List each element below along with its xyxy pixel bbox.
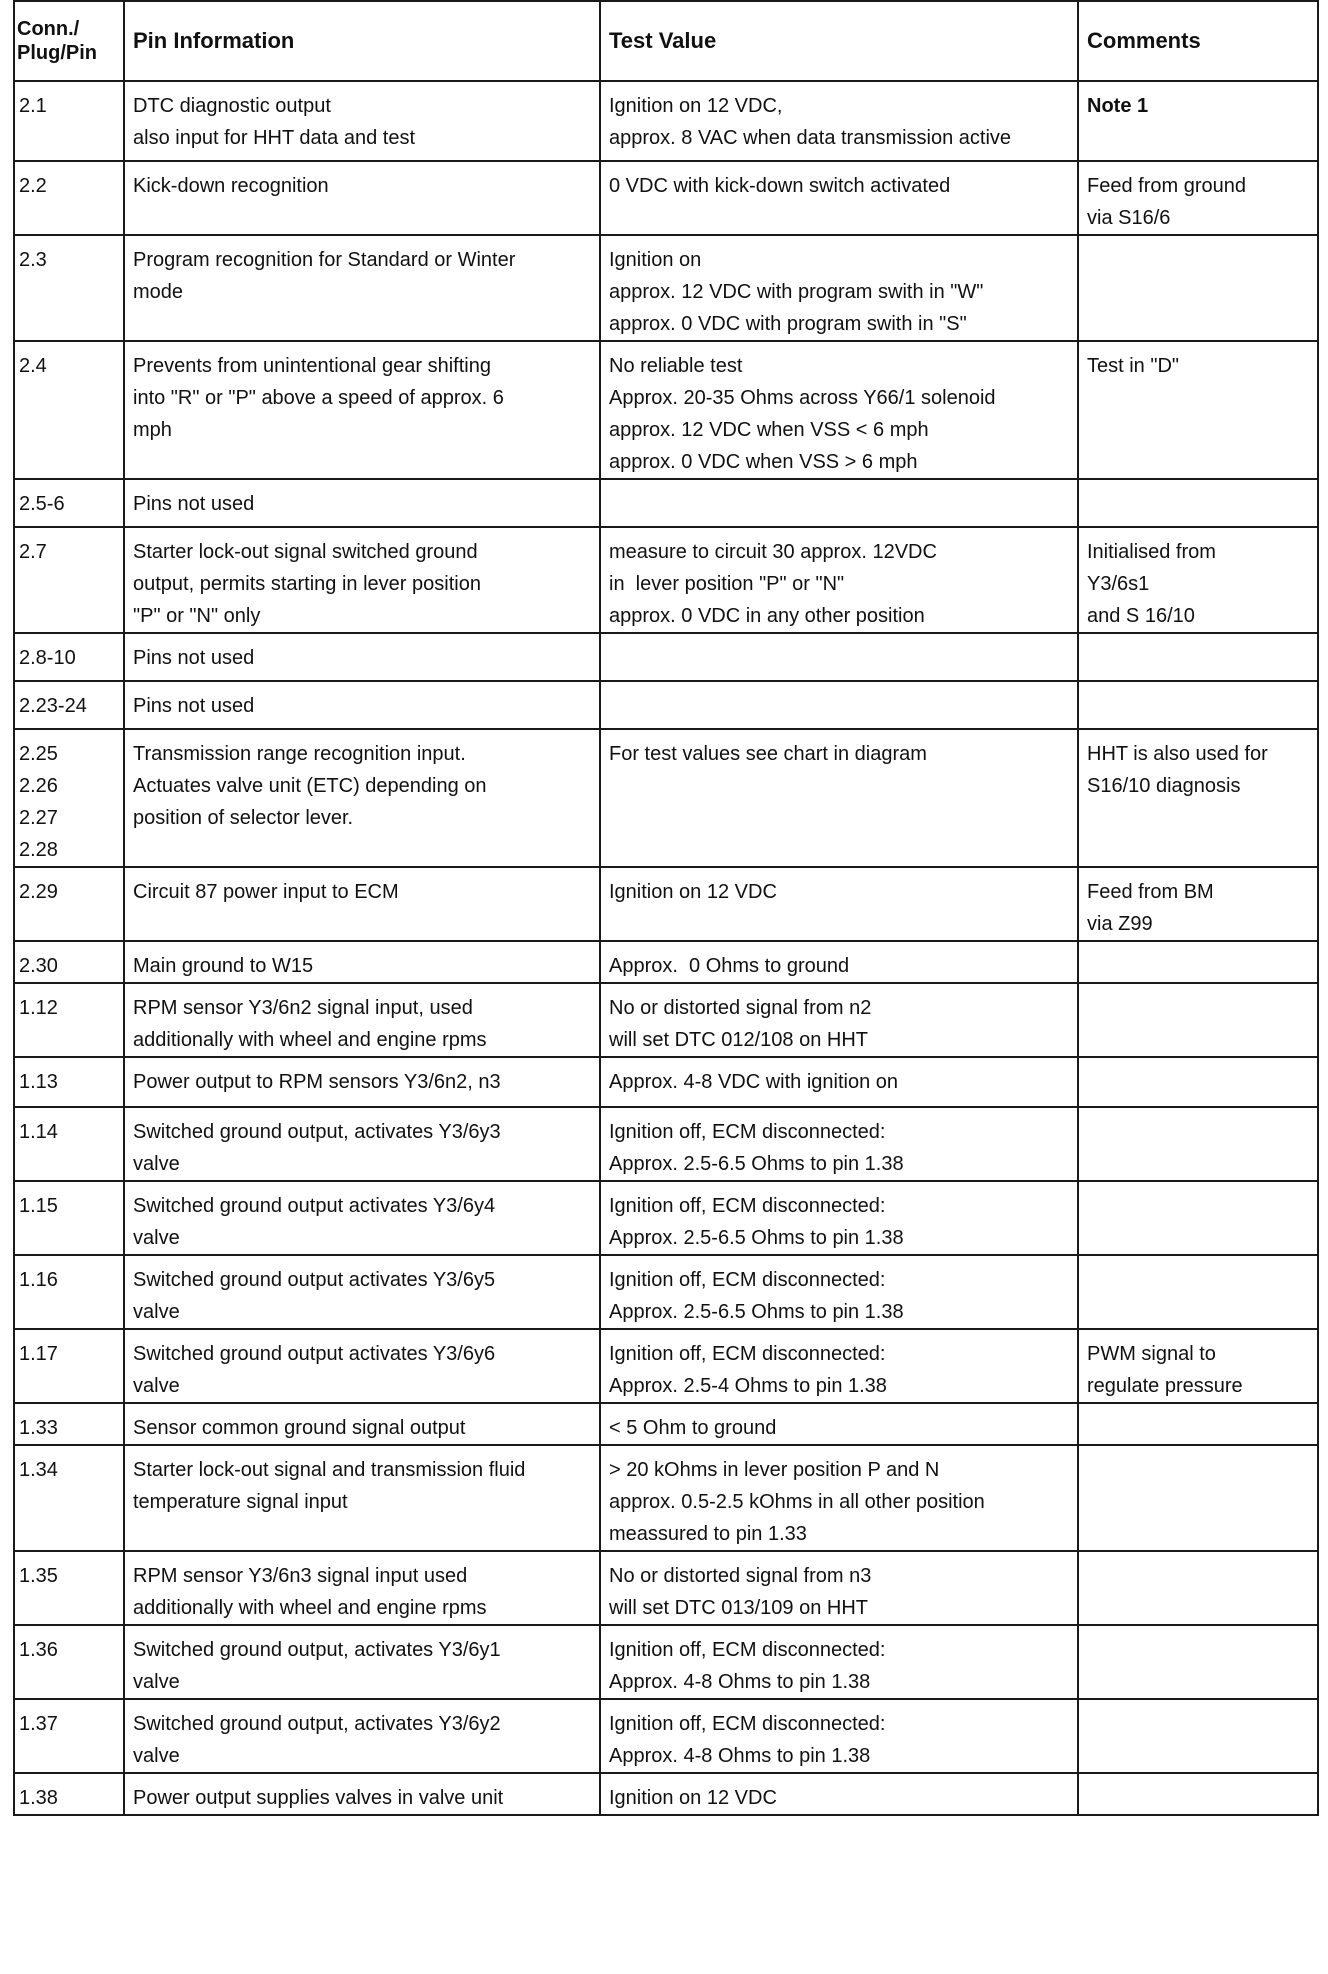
- test-value-cell: [600, 81, 1078, 161]
- pin-information-cell-line: temperature signal input: [133, 1491, 348, 1513]
- test-value-cell-line: approx. 0 VDC in any other position: [609, 605, 925, 627]
- pin-information-cell: [124, 1445, 600, 1551]
- pin-cell: [14, 1551, 124, 1625]
- comments-cell-line: Initialised from: [1087, 541, 1216, 563]
- comments-cell-line: regulate pressure: [1087, 1375, 1243, 1397]
- pin-cell: [14, 161, 124, 235]
- pin-cell-line: 1.12: [19, 997, 58, 1019]
- comments-cell: [1078, 1255, 1318, 1329]
- test-value-cell-line: in lever position "P" or "N": [609, 573, 845, 595]
- test-value-cell-line: Ignition on 12 VDC,: [609, 95, 783, 117]
- pin-cell: [14, 479, 124, 527]
- pin-cell-line: 1.14: [19, 1121, 58, 1143]
- pin-information-cell: [124, 867, 600, 941]
- table-row: [14, 1445, 1318, 1551]
- pin-information-cell-line: "P" or "N" only: [133, 605, 261, 627]
- pin-cell-line: 2.5-6: [19, 493, 65, 515]
- pin-information-cell: [124, 341, 600, 479]
- test-value-cell-line: Ignition off, ECM disconnected:: [609, 1343, 886, 1365]
- pin-cell-line: 1.37: [19, 1713, 58, 1735]
- test-value-cell: [600, 1551, 1078, 1625]
- pin-information-cell-line: Circuit 87 power input to ECM: [133, 881, 399, 903]
- pin-cell: [14, 983, 124, 1057]
- table-row: [14, 681, 1318, 729]
- comments-cell: [1078, 1057, 1318, 1107]
- test-value-cell-line: < 5 Ohm to ground: [609, 1417, 777, 1439]
- header-conn-line-1: Conn./: [17, 18, 80, 40]
- test-value-cell-line: Ignition on 12 VDC: [609, 1787, 777, 1809]
- pin-information-cell-line: Power output to RPM sensors Y3/6n2, n3: [133, 1071, 501, 1093]
- test-value-cell-line: Ignition off, ECM disconnected:: [609, 1713, 886, 1735]
- pin-cell-line: 2.23-24: [19, 695, 87, 717]
- test-value-cell-line: 0 VDC with kick-down switch activated: [609, 175, 951, 197]
- pin-information-cell-line: RPM sensor Y3/6n3 signal input used: [133, 1565, 468, 1587]
- pin-information-cell-line: Switched ground output, activates Y3/6y2: [133, 1713, 501, 1735]
- pin-cell: [14, 1329, 124, 1403]
- test-value-cell-line: approx. 0 VDC when VSS > 6 mph: [609, 451, 918, 473]
- test-value-cell-line: Approx. 2.5-4 Ohms to pin 1.38: [609, 1375, 887, 1397]
- table-row: [14, 983, 1318, 1057]
- table-row: [14, 729, 1318, 867]
- header-comments: Comments: [1078, 1, 1318, 81]
- pin-information-cell: [124, 1057, 600, 1107]
- header-conn-line-2: Plug/Pin: [17, 42, 97, 64]
- pin-cell-line: 2.2: [19, 175, 47, 197]
- test-value-cell-line: > 20 kOhms in lever position P and N: [609, 1459, 940, 1481]
- pin-information-cell-line: DTC diagnostic output: [133, 95, 331, 117]
- pin-information-cell-line: Main ground to W15: [133, 955, 314, 977]
- pin-cell-line: 1.15: [19, 1195, 58, 1217]
- comments-cell-line: and S 16/10: [1087, 605, 1195, 627]
- pin-information-cell-line: valve: [133, 1745, 180, 1767]
- comments-cell: [1078, 867, 1318, 941]
- test-value-cell-line: Ignition on: [609, 249, 702, 271]
- pin-information-cell: [124, 1181, 600, 1255]
- pin-cell-line: 2.30: [19, 955, 58, 977]
- comments-cell-line: via S16/6: [1087, 207, 1171, 229]
- test-value-cell-line: Ignition off, ECM disconnected:: [609, 1269, 886, 1291]
- comments-cell: [1078, 479, 1318, 527]
- pin-information-cell-line: mph: [133, 419, 172, 441]
- pin-cell-line: 2.4: [19, 355, 47, 377]
- test-value-cell-line: will set DTC 013/109 on HHT: [609, 1597, 868, 1619]
- test-value-cell: [600, 1181, 1078, 1255]
- pin-cell-line: 2.7: [19, 541, 47, 563]
- pin-information-cell-line: additionally with wheel and engine rpms: [133, 1597, 487, 1619]
- test-value-cell: [600, 1445, 1078, 1551]
- test-value-cell: [600, 729, 1078, 867]
- comments-cell: [1078, 235, 1318, 341]
- pin-information-cell-line: valve: [133, 1671, 180, 1693]
- comments-cell: [1078, 1625, 1318, 1699]
- comments-cell-line: Note 1: [1087, 95, 1149, 117]
- test-value-cell: [600, 1329, 1078, 1403]
- comments-cell-line: via Z99: [1087, 913, 1153, 935]
- comments-cell: [1078, 341, 1318, 479]
- table-row: [14, 1107, 1318, 1181]
- test-value-cell-line: approx. 0.5-2.5 kOhms in all other position: [609, 1491, 985, 1513]
- table-row: [14, 527, 1318, 633]
- pin-information-cell: [124, 479, 600, 527]
- pin-information-cell-line: position of selector lever.: [133, 807, 354, 829]
- pin-cell: [14, 1773, 124, 1815]
- table-row: [14, 1773, 1318, 1815]
- pin-cell-line: 2.1: [19, 95, 47, 117]
- table-header-row: [14, 1, 1318, 81]
- test-value-cell: [600, 1107, 1078, 1181]
- pin-information-cell: [124, 81, 600, 161]
- pin-information-cell: [124, 1329, 600, 1403]
- pin-cell-line: 1.13: [19, 1071, 58, 1093]
- pin-cell: [14, 81, 124, 161]
- pin-cell: [14, 341, 124, 479]
- test-value-cell-line: approx. 12 VDC when VSS < 6 mph: [609, 419, 929, 441]
- pin-cell: [14, 1625, 124, 1699]
- pin-cell-line: 2.25: [19, 743, 58, 765]
- pin-information-cell-line: into "R" or "P" above a speed of approx. 6: [133, 387, 504, 409]
- pin-information-cell: [124, 1699, 600, 1773]
- pin-information-cell-line: Sensor common ground signal output: [133, 1417, 466, 1439]
- comments-cell-line: Feed from BM: [1087, 881, 1214, 903]
- comments-cell-line: HHT is also used for: [1087, 743, 1268, 765]
- test-value-cell-line: Approx. 20-35 Ohms across Y66/1 solenoid: [609, 387, 996, 409]
- comments-cell: [1078, 1773, 1318, 1815]
- pin-cell: [14, 681, 124, 729]
- pin-cell: [14, 1403, 124, 1445]
- table-row: [14, 1403, 1318, 1445]
- pin-information-cell-line: mode: [133, 281, 184, 303]
- pin-cell-line: 1.38: [19, 1787, 58, 1809]
- pin-information-cell-line: Prevents from unintentional gear shifting: [133, 355, 491, 377]
- test-value-cell: [600, 1625, 1078, 1699]
- comments-cell-line: PWM signal to: [1087, 1343, 1216, 1365]
- pin-cell: [14, 633, 124, 681]
- pin-information-cell: [124, 1773, 600, 1815]
- table-row: [14, 867, 1318, 941]
- pin-information-cell: [124, 161, 600, 235]
- pin-cell-line: 2.29: [19, 881, 58, 903]
- comments-cell: [1078, 161, 1318, 235]
- test-value-cell: [600, 1255, 1078, 1329]
- test-value-cell-line: Approx. 4-8 Ohms to pin 1.38: [609, 1745, 871, 1767]
- pin-cell: [14, 527, 124, 633]
- comments-cell: [1078, 1699, 1318, 1773]
- pin-cell-line: 2.3: [19, 249, 47, 271]
- test-value-cell: [600, 1403, 1078, 1445]
- pin-information-cell-line: valve: [133, 1301, 180, 1323]
- table-row: [14, 341, 1318, 479]
- test-value-cell-line: No reliable test: [609, 355, 743, 377]
- table-row: [14, 479, 1318, 527]
- test-value-cell-line: will set DTC 012/108 on HHT: [609, 1029, 868, 1051]
- test-value-cell: [600, 681, 1078, 729]
- pin-information-cell-line: valve: [133, 1375, 180, 1397]
- test-value-cell-line: Approx. 2.5-6.5 Ohms to pin 1.38: [609, 1227, 904, 1249]
- table-row: [14, 161, 1318, 235]
- comments-cell-line: Test in "D": [1087, 355, 1180, 377]
- test-value-cell: [600, 867, 1078, 941]
- table-row: [14, 1625, 1318, 1699]
- test-value-cell-line: Ignition off, ECM disconnected:: [609, 1195, 886, 1217]
- test-value-cell-line: approx. 0 VDC with program swith in "S": [609, 313, 967, 335]
- comments-cell: [1078, 527, 1318, 633]
- pin-information-cell: [124, 681, 600, 729]
- pin-information-cell: [124, 983, 600, 1057]
- comments-cell: [1078, 1403, 1318, 1445]
- test-value-cell-line: Approx. 4-8 Ohms to pin 1.38: [609, 1671, 871, 1693]
- pin-information-cell-line: Transmission range recognition input.: [133, 743, 466, 765]
- pin-information-cell-line: Switched ground output activates Y3/6y5: [133, 1269, 496, 1291]
- comments-cell: [1078, 1181, 1318, 1255]
- comments-cell: [1078, 633, 1318, 681]
- test-value-cell-line: Ignition on 12 VDC: [609, 881, 777, 903]
- comments-cell: [1078, 1329, 1318, 1403]
- pin-information-cell-line: valve: [133, 1153, 180, 1175]
- test-value-cell-line: Ignition off, ECM disconnected:: [609, 1639, 886, 1661]
- pin-information-cell-line: Pins not used: [133, 647, 255, 669]
- pin-information-cell: [124, 1255, 600, 1329]
- comments-cell: [1078, 1551, 1318, 1625]
- pin-cell: [14, 1181, 124, 1255]
- comments-cell-line: S16/10 diagnosis: [1087, 775, 1241, 797]
- test-value-cell: [600, 235, 1078, 341]
- pin-information-cell-line: Switched ground output, activates Y3/6y3: [133, 1121, 501, 1143]
- pin-cell: [14, 1255, 124, 1329]
- comments-cell: [1078, 983, 1318, 1057]
- comments-cell: [1078, 681, 1318, 729]
- pin-cell: [14, 1699, 124, 1773]
- table-row: [14, 1057, 1318, 1107]
- pin-cell-line: 1.35: [19, 1565, 58, 1587]
- test-value-cell: [600, 1057, 1078, 1107]
- table-row: [14, 81, 1318, 161]
- pin-cell-line: 1.16: [19, 1269, 58, 1291]
- pin-cell-line: 1.34: [19, 1459, 58, 1481]
- pin-cell-line: 1.33: [19, 1417, 58, 1439]
- pin-table-sheet: [13, 0, 1317, 1816]
- pin-cell: [14, 867, 124, 941]
- test-value-cell-line: Approx. 2.5-6.5 Ohms to pin 1.38: [609, 1301, 904, 1323]
- test-value-cell: [600, 983, 1078, 1057]
- header-pin-information: Pin Information: [124, 1, 600, 81]
- pin-cell: [14, 941, 124, 983]
- pin-information-table: [13, 0, 1319, 1816]
- table-row: [14, 235, 1318, 341]
- pin-information-cell-line: Starter lock-out signal switched ground: [133, 541, 478, 563]
- pin-information-cell: [124, 1625, 600, 1699]
- test-value-cell-line: No or distorted signal from n3: [609, 1565, 872, 1587]
- comments-cell: [1078, 729, 1318, 867]
- comments-cell-line: Y3/6s1: [1087, 573, 1150, 595]
- pin-information-cell-line: Power output supplies valves in valve unit: [133, 1787, 504, 1809]
- pin-information-cell: [124, 729, 600, 867]
- test-value-cell-line: For test values see chart in diagram: [609, 743, 927, 765]
- pin-information-cell-line: also input for HHT data and test: [133, 127, 416, 149]
- pin-information-cell: [124, 941, 600, 983]
- comments-cell: [1078, 941, 1318, 983]
- test-value-cell: [600, 479, 1078, 527]
- pin-information-cell: [124, 1107, 600, 1181]
- pin-information-cell: [124, 633, 600, 681]
- pin-cell-line: 1.36: [19, 1639, 58, 1661]
- test-value-cell-line: Approx. 2.5-6.5 Ohms to pin 1.38: [609, 1153, 904, 1175]
- table-row: [14, 1699, 1318, 1773]
- pin-cell-line: 2.8-10: [19, 647, 76, 669]
- pin-information-cell-line: Program recognition for Standard or Winter: [133, 249, 516, 271]
- test-value-cell-line: Approx. 0 Ohms to ground: [609, 955, 850, 977]
- test-value-cell-line: approx. 12 VDC with program swith in "W": [609, 281, 984, 303]
- comments-cell-line: Feed from ground: [1087, 175, 1246, 197]
- pin-cell: [14, 1057, 124, 1107]
- pin-information-cell-line: Actuates valve unit (ETC) depending on: [133, 775, 487, 797]
- pin-information-cell-line: valve: [133, 1227, 180, 1249]
- pin-information-cell-line: Switched ground output activates Y3/6y4: [133, 1195, 496, 1217]
- pin-cell-line: 2.27: [19, 807, 58, 829]
- pin-information-cell-line: Switched ground output, activates Y3/6y1: [133, 1639, 501, 1661]
- comments-cell: [1078, 1107, 1318, 1181]
- table-row: [14, 1329, 1318, 1403]
- header-conn-plug-pin: [14, 1, 124, 81]
- test-value-cell-line: No or distorted signal from n2: [609, 997, 872, 1019]
- test-value-cell-line: measure to circuit 30 approx. 12VDC: [609, 541, 937, 563]
- pin-information-cell: [124, 1403, 600, 1445]
- table-row: [14, 941, 1318, 983]
- test-value-cell: [600, 1773, 1078, 1815]
- pin-cell-line: 2.26: [19, 775, 58, 797]
- test-value-cell: [600, 941, 1078, 983]
- pin-cell-line: 1.17: [19, 1343, 58, 1365]
- comments-cell: [1078, 1445, 1318, 1551]
- test-value-cell-line: Approx. 4-8 VDC with ignition on: [609, 1071, 899, 1093]
- test-value-cell: [600, 633, 1078, 681]
- pin-information-cell: [124, 235, 600, 341]
- test-value-cell: [600, 161, 1078, 235]
- test-value-cell: [600, 341, 1078, 479]
- pin-cell: [14, 235, 124, 341]
- pin-information-cell-line: RPM sensor Y3/6n2 signal input, used: [133, 997, 473, 1019]
- pin-information-cell-line: Pins not used: [133, 493, 255, 515]
- pin-cell: [14, 1107, 124, 1181]
- pin-information-cell: [124, 527, 600, 633]
- table-row: [14, 633, 1318, 681]
- table-row: [14, 1551, 1318, 1625]
- pin-information-cell-line: Starter lock-out signal and transmission fluid: [133, 1459, 526, 1481]
- pin-information-cell-line: additionally with wheel and engine rpms: [133, 1029, 487, 1051]
- pin-cell: [14, 729, 124, 867]
- test-value-cell: [600, 527, 1078, 633]
- table-row: [14, 1181, 1318, 1255]
- test-value-cell: [600, 1699, 1078, 1773]
- header-test-value: Test Value: [600, 1, 1078, 81]
- test-value-cell-line: meassured to pin 1.33: [609, 1523, 807, 1545]
- test-value-cell-line: approx. 8 VAC when data transmission active: [609, 127, 1012, 149]
- pin-cell: [14, 1445, 124, 1551]
- pin-information-cell-line: Switched ground output activates Y3/6y6: [133, 1343, 496, 1365]
- test-value-cell-line: Ignition off, ECM disconnected:: [609, 1121, 886, 1143]
- pin-information-cell-line: output, permits starting in lever position: [133, 573, 481, 595]
- pin-information-cell-line: Pins not used: [133, 695, 255, 717]
- pin-information-cell: [124, 1551, 600, 1625]
- pin-information-cell-line: Kick-down recognition: [133, 175, 329, 197]
- pin-cell-line: 2.28: [19, 839, 58, 861]
- comments-cell: [1078, 81, 1318, 161]
- table-row: [14, 1255, 1318, 1329]
